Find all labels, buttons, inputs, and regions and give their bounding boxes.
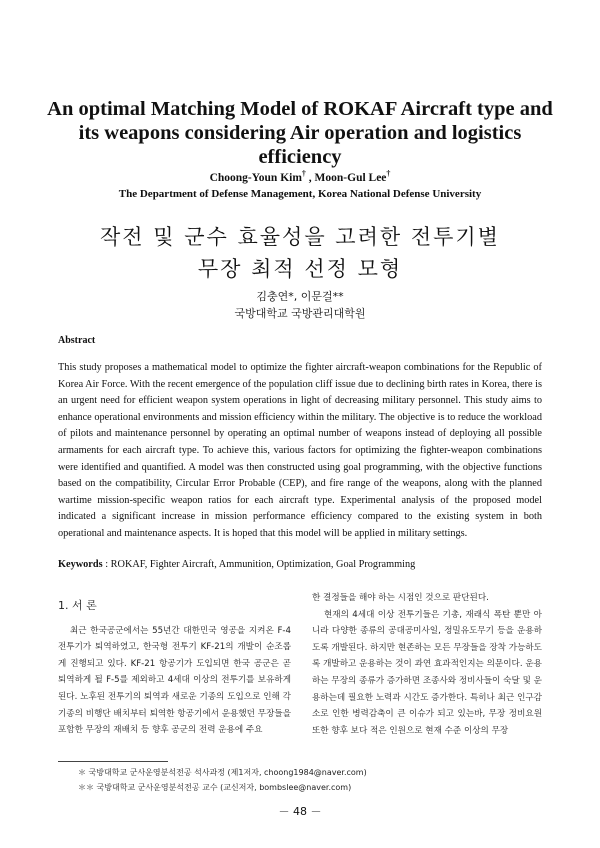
footnote-1: ＊ 국방대학교 군사운영분석전공 석사과정 (제1저자, choong1984@naver.com) xyxy=(78,768,367,777)
body-paragraph-right: 현재의 4세대 이상 전투기들은 기총, 재래식 폭탄 뿐만 아니라 다양한 종류의 공대공미사일, 정밀유도무기 등을 운용하도록 개발된다. 하지만 현존하는 모든 무장들을 장착 가능하도록 개발하고 운용하는 것이 과연 효과적인지는 의문이다. 운용하는 무장의 종류가 증가하면 조종사와 정비사들이 숙달 및 운용하는데 필요한 노력과 시간도 증가한다. 특히나 최근 인구감소로 인한 병력감축이 큰 이슈가 되고 있는바, 무장 정비요원 또한 향후 보다 적은 인원으로 현재 수준 이상의 무장 xyxy=(312,609,542,736)
abstract-heading: Abstract xyxy=(58,335,96,346)
body-paragraph-left: 최근 한국공군에서는 55년간 대한민국 영공을 지켜온 F-4 전투기가 퇴역하였고, 한국형 전투기 KF-21의 개발이 순조롭게 진행되고 있다. KF-21 항공기가 도입되면 한국 공군은 곧 퇴역하게 될 F-5를 제외하고 4세대 이상의 전투기를 보유하게 된다. 노후된 전투기의 퇴역과 새로운 기종의 도입으로 인해 각 기종의 비행단 배치부터 퇴역한 항공기에서 운용했던 무장들을 포함한 무장의 재배치 등 향후 공군의 전력 운용에 주요 xyxy=(58,625,291,736)
body-paragraph-right-continued: 한 결정들을 해야 하는 시점인 것으로 판단된다. xyxy=(312,593,489,603)
paper-title-en: An optimal Matching Model of ROKAF Aircraft type and its weapons considering Air operation and logistics efficiency xyxy=(47,98,553,168)
footnote-2: ＊＊ 국방대학교 군사운영분석전공 교수 (교신저자, bombslee@naver.com) xyxy=(78,783,352,792)
keywords-label: Keywords xyxy=(58,559,103,570)
paper-title-ko xyxy=(60,221,540,285)
title-ko-line-2: 무장 최적 선정 모형 xyxy=(197,257,403,281)
author-2-mark: † xyxy=(386,169,391,178)
authors-en xyxy=(0,169,600,184)
abstract-text: This study proposes a mathematical model to optimize the fighter aircraft-weapon combinations for the Republic of Korea Air Force. With the recent emergence of the population cliff issue due to declining birth rates in Korea, there is an urgent need for efficient weapon system operations in light of decreasing military personnel. This study aims to enhance operational environments and mission efficiency within the military. The objective is to reduce the workload of pilots and maintenance personnel by operating an optimal number of weapons instead of deploying all possible armaments for each aircraft type. To achieve this, various factors for optimizing the fighter-weapon combinations were identified and quantified. A model was then constructed using goal programming, with the objective functions based on the compatibility, Circular Error Probable (CEP), and fire range of the weapons, along with the planned wartime mission-specific weapon ratios for each aircraft type. Experimental analysis of the proposed model indicated a significant increase in mission performance efficiency compared to the existing system in both operational and maintenance aspects. It is hoped that this model will be applied in military settings. xyxy=(58,362,542,539)
title-ko-line-1: 작전 및 군수 효율성을 고려한 전투기별 xyxy=(100,225,500,249)
keywords-text: : ROKAF, Fighter Aircraft, Ammunition, Optimization, Goal Programming xyxy=(102,559,416,570)
page-number: － 48 － xyxy=(278,805,322,818)
footnote-divider xyxy=(58,761,168,762)
keywords xyxy=(58,559,415,570)
author-1: Choong-Youn Kim xyxy=(209,171,302,184)
section-title: 1. 서 론 xyxy=(58,599,97,612)
author-2: Moon-Gul Lee xyxy=(314,171,387,184)
authors-ko: 김충연*, 이문걸** xyxy=(256,290,344,303)
author-separator: , xyxy=(305,171,315,184)
affiliation-ko: 국방대학교 국방관리대학원 xyxy=(234,307,366,320)
body-column-left xyxy=(58,598,291,739)
body-column-right xyxy=(312,590,542,739)
affiliation-en: The Department of Defense Management, Korea National Defense University xyxy=(118,188,482,200)
author-1-mark: † xyxy=(301,169,306,178)
